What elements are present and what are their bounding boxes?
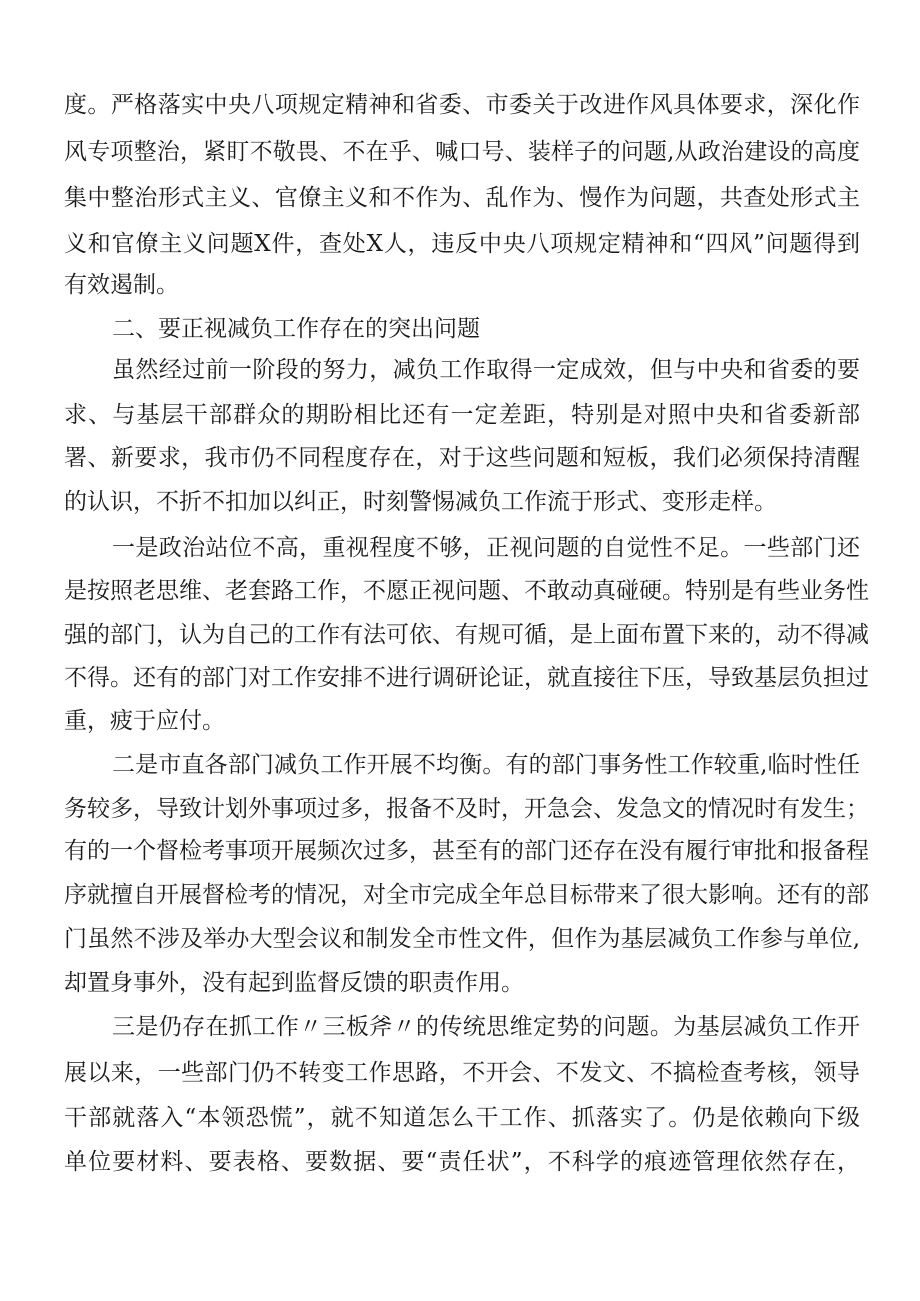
body-text-line: 三是仍存在抓工作〃三板斧〃的传统思维定势的问题。为基层减负工作开 — [112, 1014, 860, 1040]
body-text-line: 不得。还有的部门对工作安排不进行调研论证，就直接往下压，导致基层负担过 — [64, 665, 869, 691]
body-text-line: 展以来，一些部门仍不转变工作思路，不开会、不发文、不搞检查考核，领导 — [64, 1060, 860, 1086]
body-text-line: 有的一个督检考事项开展频次过多，甚至有的部门还存在没有履行审批和报备程 — [64, 838, 869, 864]
body-text-line: 有效遏制。 — [64, 272, 179, 298]
body-text-line: 一是政治站位不高，重视程度不够，正视问题的自觉性不足。一些部门还 — [112, 535, 860, 561]
body-text-line: 重，疲于应付。 — [64, 708, 225, 734]
body-text-line: 的认识，不折不扣加以纠正，时刻警惕减负工作流于形式、变形走样。 — [64, 489, 777, 515]
body-text-line: 集中整治形式主义、官僚主义和不作为、乱作为、慢作为问题，共查处形式主 — [64, 185, 860, 211]
body-text-line: 义和官僚主义问题X件，查处X人，违反中央八项规定精神和“四风”问题得到 — [64, 231, 860, 257]
body-text-line: 单位要材料、要表格、要数据、要“责任状”，不科学的痕迹管理依然存在， — [64, 1149, 860, 1175]
body-text-line: 风专项整治，紧盯不敬畏、不在乎、喊口号、装样子的问题,从政治建设的高度 — [64, 139, 860, 165]
body-text-line: 强的部门，认为自己的工作有法可依、有规可循，是上面布置下来的，动不得减 — [64, 622, 869, 648]
body-text-line: 序就擅自开展督检考的情况，对全市完成全年总目标带来了很大影响。还有的部 — [64, 882, 869, 908]
body-text-line: 是按照老思维、老套路工作，不愿正视问题、不敢动真碰硬。特别是有些业务性 — [64, 578, 869, 604]
body-text-line: 度。严格落实中央八项规定精神和省委、市委关于改进作风具体要求，深化作 — [64, 92, 860, 118]
body-text-line: 署、新要求，我市仍不同程度存在，对于这些问题和短板，我们必须保持清醒 — [64, 445, 860, 471]
body-text-line: 求、与基层干部群众的期盼相比还有一定差距，特别是对照中央和省委新部 — [64, 402, 860, 428]
section-heading: 二、要正视减负工作存在的突出问题 — [112, 316, 480, 342]
body-text-line: 门虽然不涉及举办大型会议和制发全市性文件，但作为基层减负工作参与单位, — [64, 926, 860, 952]
body-text-line: 务较多，导致计划外事项过多，报备不及时，开急会、发急文的情况时有发生； — [64, 796, 869, 822]
body-text-line: 虽然经过前一阶段的努力，减负工作取得一定成效，但与中央和省委的要 — [112, 357, 860, 383]
body-text-line: 干部就落入“本领恐慌”，就不知道怎么干工作、抓落实了。仍是依赖向下级 — [64, 1105, 860, 1131]
body-text-line: 二是市直各部门减负工作开展不均衡。有的部门事务性工作较重,临时性任 — [112, 752, 860, 778]
body-text-line: 却置身事外，没有起到监督反馈的职责作用。 — [64, 970, 524, 996]
